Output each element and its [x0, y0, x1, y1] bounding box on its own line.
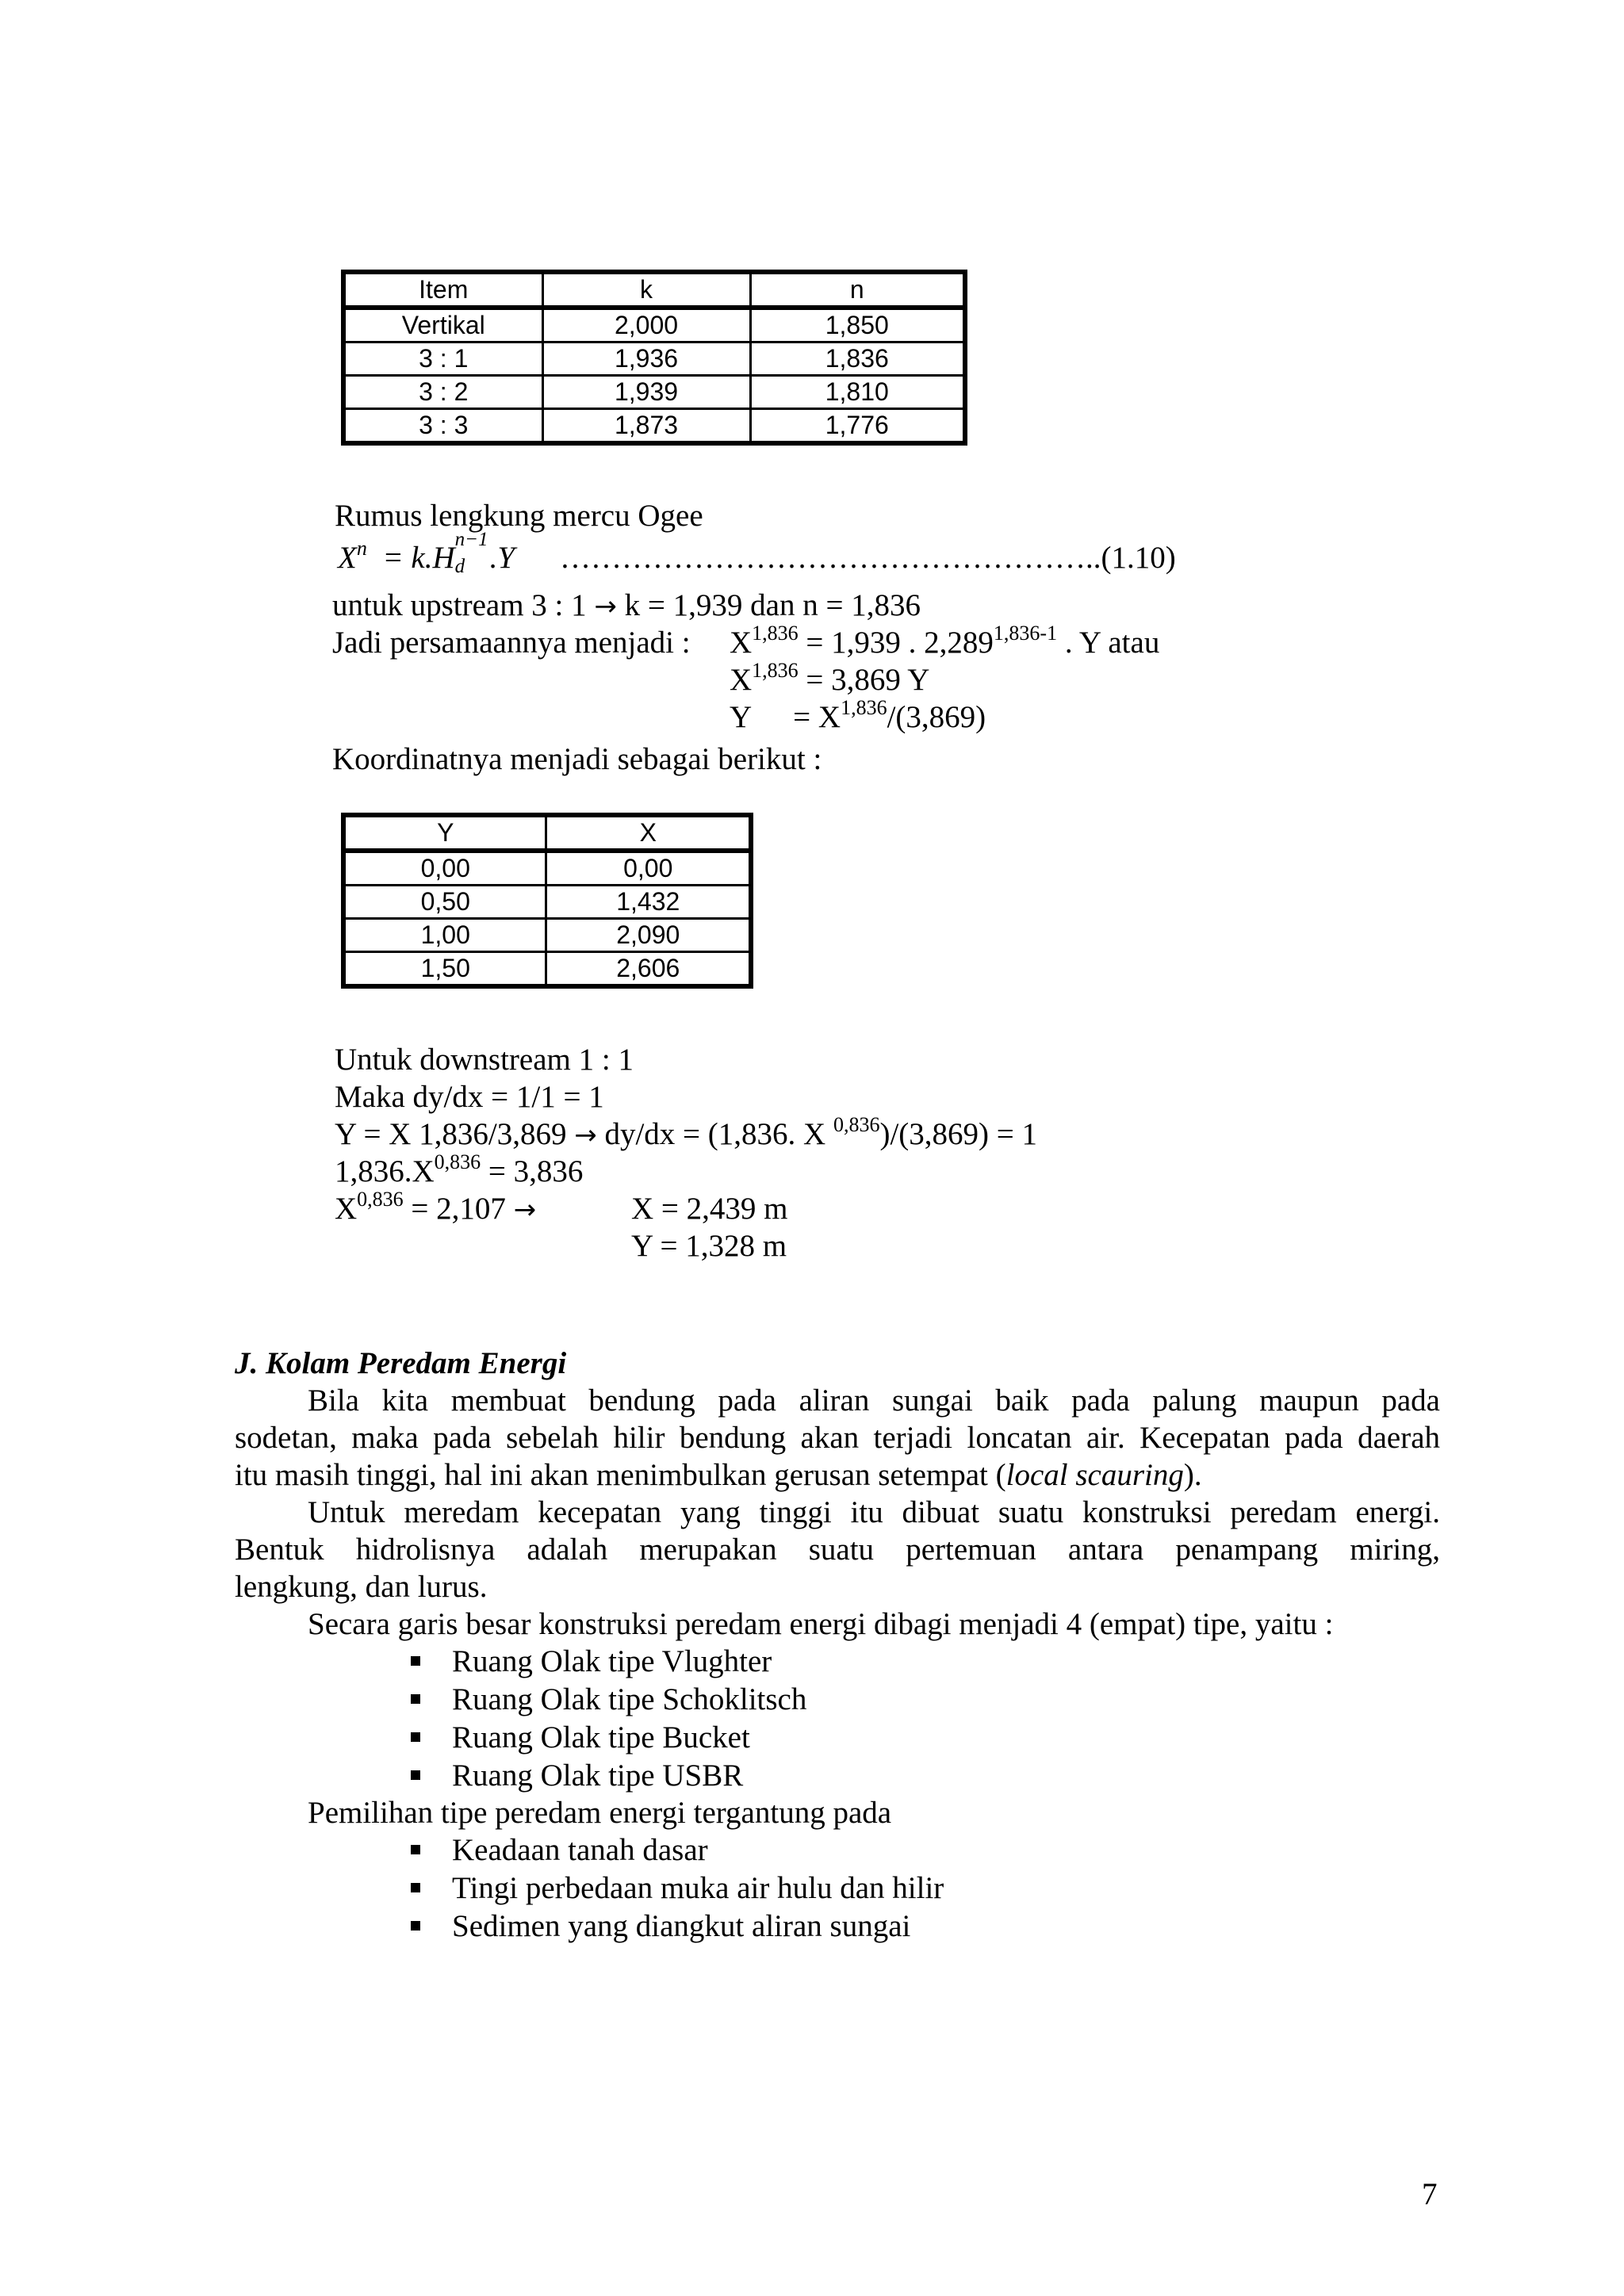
- list-item-text: Tingi perbedaan muka air hulu dan hilir: [452, 1871, 944, 1905]
- table-cell: 1,873: [542, 409, 750, 444]
- downstream-line-3: [335, 1115, 1037, 1154]
- eq-text: Y = X 1,836/3,869: [335, 1117, 567, 1151]
- table-header-cell: n: [750, 272, 965, 308]
- upstream-values: k = 1,939 dan n = 1,836: [624, 588, 921, 622]
- paragraph-1: [235, 1382, 1440, 1494]
- table-cell: Vertikal: [343, 308, 542, 342]
- downstream-line-2: Maka dy/dx = 1/1 = 1: [335, 1080, 604, 1114]
- table-row: [343, 851, 751, 886]
- equation-1: [730, 624, 1159, 661]
- bullet-icon: [411, 1845, 420, 1854]
- result-y: Y = 1,328 m: [631, 1229, 787, 1263]
- table-cell: 1,776: [750, 409, 965, 444]
- table-cell: 0,50: [343, 886, 546, 919]
- eq-text: X: [335, 1192, 358, 1226]
- list-item-text: Ruang Olak tipe Schoklitsch: [452, 1682, 807, 1716]
- list-item: [404, 1681, 806, 1719]
- bullet-icon: [411, 1883, 420, 1892]
- page-number: 7: [1422, 2177, 1438, 2211]
- list-item: [404, 1643, 806, 1681]
- table-cell: 0,00: [546, 851, 751, 886]
- paragraph-line: [235, 1456, 1440, 1494]
- table-cell: 1,00: [343, 919, 546, 952]
- eq-sup: 1,836: [841, 696, 887, 719]
- table-row: [343, 342, 965, 376]
- table-cell: 1,939: [542, 376, 750, 409]
- table-cell: 1,810: [750, 376, 965, 409]
- formula-n: n: [356, 537, 367, 560]
- formula-x: X: [338, 541, 357, 575]
- eq-text: = 3,869 Y: [798, 663, 930, 697]
- paragraph-text: itu masih tinggi, hal ini akan menimbulkan gerusan setempat (: [235, 1458, 1006, 1492]
- section-heading: J. Kolam Peredam Energi: [235, 1346, 567, 1380]
- eq-text: dy/dx = (1,836. X: [604, 1117, 833, 1151]
- eq-text: = 2,107: [403, 1192, 506, 1226]
- table-cell: 2,090: [546, 919, 751, 952]
- eq-text: 1,836.X: [335, 1154, 435, 1188]
- paragraph-line: sodetan, maka pada sebelah hilir bendung akan terjadi loncatan air. Kecepatan pada daerah: [235, 1421, 1440, 1455]
- table-header-row: [343, 815, 751, 851]
- arrow-icon: →: [574, 1119, 597, 1151]
- table-cell: 3 : 3: [343, 409, 542, 444]
- bullet-icon: [411, 1656, 420, 1666]
- eq-sup: 1,836-1: [993, 622, 1058, 645]
- paragraph-line: Untuk meredam kecepatan yang tinggi itu dibuat suatu konstruksi peredam energi.: [308, 1495, 1440, 1529]
- type-list: [404, 1643, 806, 1795]
- table-header-cell: Y: [343, 815, 546, 851]
- paragraph-4: Pemilihan tipe peredam energi tergantung pada: [308, 1796, 892, 1830]
- formula-y: .Y: [489, 541, 515, 575]
- paragraph-line: Bila kita membuat bendung pada aliran sungai baik pada palung maupun pada: [308, 1383, 1440, 1418]
- eq-sup: 1,836: [752, 622, 799, 645]
- paragraph-2: [235, 1494, 1440, 1605]
- eq-text: /(3,869): [887, 700, 986, 734]
- coefficient-table: [341, 270, 967, 446]
- eq-text: . Y atau: [1057, 626, 1160, 660]
- table-cell: 1,50: [343, 952, 546, 987]
- ogee-heading: Rumus lengkung mercu Ogee: [335, 499, 703, 533]
- table-cell: 0,00: [343, 851, 546, 886]
- formula-eq: = k.H: [382, 541, 455, 575]
- eq-text: X: [730, 663, 753, 697]
- downstream-line-1: Untuk downstream 1 : 1: [335, 1043, 634, 1077]
- equation-2: [730, 661, 929, 698]
- arrow-icon: →: [513, 1194, 537, 1226]
- table-row: [343, 952, 751, 987]
- list-item: [404, 1719, 806, 1757]
- eq-text: = 1,939 . 2,289: [798, 626, 994, 660]
- eq-text: X: [730, 626, 753, 660]
- list-item: [404, 1757, 806, 1795]
- table-row: [343, 376, 965, 409]
- eq-sup: 1,836: [752, 659, 799, 682]
- list-item: [404, 1831, 944, 1869]
- table-cell: 1,850: [750, 308, 965, 342]
- table-cell: 2,606: [546, 952, 751, 987]
- table-cell: 3 : 2: [343, 376, 542, 409]
- formula-sub: d: [454, 556, 465, 577]
- table-cell: 3 : 1: [343, 342, 542, 376]
- paragraph-3: Secara garis besar konstruksi peredam energi dibagi menjadi 4 (empat) tipe, yaitu :: [308, 1607, 1334, 1641]
- eq-text: = 3,836: [481, 1154, 584, 1188]
- list-item: [404, 1908, 944, 1946]
- list-item-text: Ruang Olak tipe USBR: [452, 1758, 744, 1793]
- bullet-icon: [411, 1921, 420, 1931]
- eq-text: Y: [730, 700, 753, 734]
- table-header-row: [343, 272, 965, 308]
- result-x: X = 2,439 m: [631, 1192, 788, 1226]
- bullet-icon: [411, 1694, 420, 1704]
- table-row: [343, 308, 965, 342]
- upstream-text: untuk upstream 3 : 1: [332, 588, 587, 622]
- factor-list: [404, 1831, 944, 1946]
- paragraph-text: ).: [1183, 1458, 1202, 1492]
- table-row: [343, 886, 751, 919]
- paragraph-italic: local scauring: [1005, 1458, 1184, 1492]
- eq-text: )/(3,869) = 1: [879, 1117, 1037, 1151]
- bullet-icon: [411, 1770, 420, 1780]
- downstream-line-4: [335, 1150, 584, 1190]
- table-header-cell: X: [546, 815, 751, 851]
- table-cell: 1,836: [750, 342, 965, 376]
- coordinate-table: [341, 813, 753, 989]
- list-item-text: Ruang Olak tipe Bucket: [452, 1720, 750, 1755]
- list-item-text: Keadaan tanah dasar: [452, 1833, 708, 1867]
- paragraph-line: Bentuk hidrolisnya adalah merupakan suatu pertemuan antara penampang miring,: [235, 1533, 1440, 1567]
- paragraph-line: lengkung, dan lurus.: [235, 1570, 488, 1604]
- list-item-text: Ruang Olak tipe Vlughter: [452, 1644, 772, 1678]
- list-item-text: Sedimen yang diangkut aliran sungai: [452, 1909, 911, 1943]
- arrow-icon: →: [594, 591, 617, 622]
- bullet-icon: [411, 1732, 420, 1742]
- eq-sup: 0,836: [357, 1188, 404, 1211]
- eq-text: = X: [793, 700, 841, 734]
- equation-3: [730, 698, 986, 736]
- table-row: [343, 409, 965, 444]
- ogee-formula: [338, 529, 515, 577]
- table-row: [343, 919, 751, 952]
- table-cell: 2,000: [542, 308, 750, 342]
- list-item: [404, 1869, 944, 1908]
- table-cell: 1,936: [542, 342, 750, 376]
- jadi-label: Jadi persamaannya menjadi :: [332, 626, 691, 660]
- eq-sup: 0,836: [833, 1113, 880, 1136]
- table-header-cell: Item: [343, 272, 542, 308]
- formula-sup: n−1: [454, 529, 488, 550]
- formula-dots: ……………………………………………..(1.10): [560, 541, 1176, 575]
- eq-sup: 0,836: [434, 1150, 481, 1173]
- table-header-cell: k: [542, 272, 750, 308]
- koordinat-label: Koordinatnya menjadi sebagai berikut :: [332, 742, 822, 776]
- upstream-line: [332, 587, 921, 626]
- downstream-line-5: [335, 1190, 536, 1229]
- table-cell: 1,432: [546, 886, 751, 919]
